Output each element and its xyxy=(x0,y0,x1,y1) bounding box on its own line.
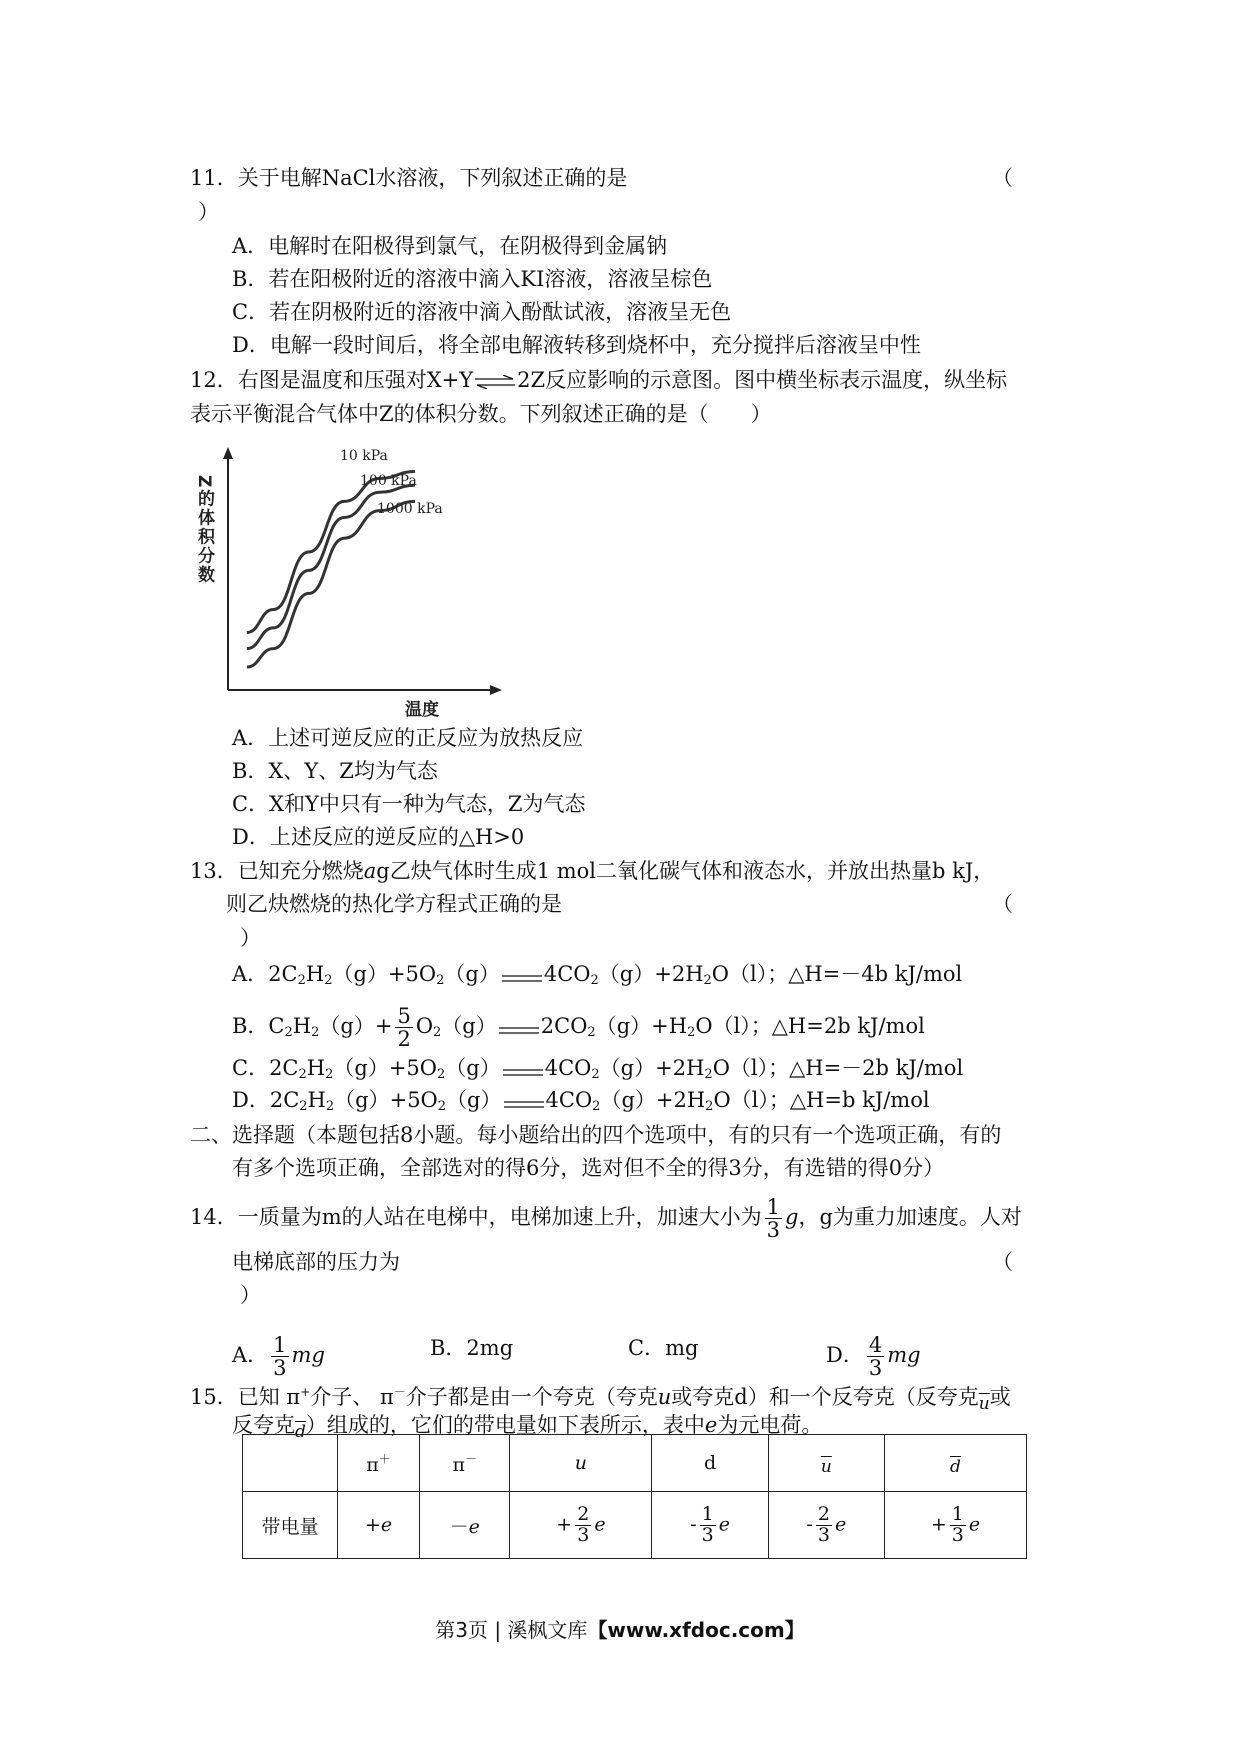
frac-den: 3 xyxy=(577,1523,590,1546)
fraction-4-3 xyxy=(867,1334,884,1379)
frac-den: 3 xyxy=(273,1356,287,1381)
frac-den: 3 xyxy=(701,1523,714,1546)
q15-stem-line2-a: 反夸克 xyxy=(232,1413,295,1437)
frac-num: 4 xyxy=(868,1333,883,1357)
q15-stem-a: 15．已知 π xyxy=(190,1385,301,1409)
q13-var-a: a xyxy=(363,859,377,883)
q14-mg: mg xyxy=(291,1343,325,1368)
row-label: 带电量 xyxy=(243,1492,338,1559)
q15-u-bar: u xyxy=(978,1394,990,1414)
q13-stem-a: 13．已知充分燃烧 xyxy=(190,859,364,883)
equals-arrow-icon xyxy=(501,1067,545,1077)
equals-arrow-icon xyxy=(497,1025,541,1035)
frac-num: 2 xyxy=(577,1502,590,1525)
q13-stem-b: g乙炔气体时生成1 mol二氧化碳气体和液态水，并放出热量b kJ， xyxy=(376,859,995,883)
q13-paren-close: ） xyxy=(240,926,261,950)
q14-mg: mg xyxy=(887,1343,921,1368)
e: e xyxy=(594,1513,606,1535)
frac-den: 3 xyxy=(868,1356,883,1381)
q15-stem-line2-c: 为元电荷。 xyxy=(717,1413,823,1437)
q12-option-a: A．上述可逆反应的正反应为放热反应 xyxy=(232,726,584,750)
cell-pi-plus xyxy=(338,1492,420,1559)
table-header-row xyxy=(243,1435,1027,1492)
e: e xyxy=(968,1513,981,1535)
q13-stem-line1 xyxy=(190,857,994,885)
q13-opt-d-suffix: ；△H=b kJ/mol xyxy=(768,1088,930,1112)
q14-opt-a-label: A． xyxy=(232,1343,269,1368)
q13-opt-b-suffix: ；△H=2b kJ/mol xyxy=(750,1014,925,1039)
header-pi-minus xyxy=(420,1435,510,1492)
y-axis-arrow-icon xyxy=(223,447,233,459)
frac-den: 3 xyxy=(817,1523,830,1546)
cell-d xyxy=(652,1492,768,1559)
equilibrium-arrow-icon xyxy=(473,375,517,389)
q12-stem-a: 12．右图是温度和压强对X+Y xyxy=(190,368,474,392)
frac-num: 1 xyxy=(273,1333,287,1357)
q13-opt-d-prefix: D．2C xyxy=(232,1088,300,1112)
fraction-1-3 xyxy=(950,1502,966,1546)
fraction-2-3 xyxy=(575,1502,591,1546)
q12-option-b: B．X、Y、Z均为气态 xyxy=(232,759,438,783)
section2-line1: 二、选择题（本题包括8小题。每小题给出的四个选项中，有的只有一个选项正确，有的 xyxy=(190,1123,1002,1147)
header-u xyxy=(510,1435,652,1492)
q14-paren-close: ） xyxy=(240,1283,261,1307)
q13-option-c: C．$2C_2H_2(g)+5O_2(g)$ $4CO_2(g)+2H_2O(l)$；△H=－2b kJ/mol xyxy=(232,1056,964,1082)
footer-page: 第3页 | 溪枫文库 xyxy=(435,1618,588,1642)
q13-opt-a-prefix: A．2C xyxy=(232,962,298,986)
q15-sup-minus: － xyxy=(393,1385,406,1399)
y-axis-label: Z的体积分数 xyxy=(194,475,214,585)
q12-stem-line1 xyxy=(190,366,1007,394)
q13-opt-c-prefix: C．2C xyxy=(232,1056,299,1080)
equals-arrow-icon xyxy=(502,1099,546,1109)
frac-den: 3 xyxy=(766,1218,781,1243)
frac-num: 1 xyxy=(766,1195,781,1219)
header-pi-plus xyxy=(338,1435,420,1492)
page-footer xyxy=(0,1614,1240,1643)
q12-stem-b: 2Z反应影响的示意图。图中横坐标表示温度，纵坐标 xyxy=(517,368,1008,392)
q15-stem-e: 或 xyxy=(989,1385,1011,1409)
sign: - xyxy=(806,1513,813,1535)
section2-line2: 有多个选项正确，全部选对的得6分，选对但不全的得3分，有选错的得0分） xyxy=(232,1156,945,1180)
frac-den: 3 xyxy=(951,1523,964,1546)
q15-d-bar: d xyxy=(295,1422,306,1442)
cell-pi-minus xyxy=(420,1492,510,1559)
q12-stem-line2: 表示平衡混合气体中Z的体积分数。下列叙述正确的是（ ） xyxy=(190,402,772,426)
pi: π xyxy=(366,1454,379,1476)
footer-site-link[interactable]: 【www.xfdoc.com】 xyxy=(587,1618,805,1642)
fraction-2-3 xyxy=(816,1502,832,1546)
q15-stem-line2-b: ）组成的，它们的带电量如下表所示，表中 xyxy=(305,1413,705,1437)
q14-option-b: B．2mg xyxy=(430,1336,514,1360)
sup: － xyxy=(464,1452,477,1466)
q14-option-d xyxy=(826,1334,921,1379)
header-u-bar xyxy=(768,1435,884,1492)
series-label: 1000 kPa xyxy=(377,501,443,517)
x-axis-arrow-icon xyxy=(490,685,502,695)
sup: ＋ xyxy=(378,1452,391,1466)
q11-option-d: D．电解一段时间后，将全部电解液转移到烧杯中，充分搅拌后溶液呈中性 xyxy=(232,333,921,357)
table-row xyxy=(243,1492,1027,1559)
q15-stem-c: 介子都是由一个夸克（夸克 xyxy=(405,1385,658,1409)
header-d xyxy=(652,1435,768,1492)
sign: + xyxy=(556,1513,573,1535)
sign: + xyxy=(364,1514,381,1536)
equilibrium-chart xyxy=(190,445,515,720)
q11-option-b: B．若在阳极附近的溶液中滴入KI溶液，溶液呈棕色 xyxy=(232,267,713,291)
series-line xyxy=(247,501,415,667)
q11-paren-open: （ xyxy=(992,166,1013,190)
q13-option-d: D．$2C_2H_2(g)+5O_2(g)$ $4CO_2(g)+2H_2O(l)$；△H=b kJ/mol xyxy=(232,1088,930,1114)
q13-opt-a-suffix: ；△H=－4b kJ/mol xyxy=(767,962,963,986)
q14-opt-d-label: D． xyxy=(826,1343,864,1368)
q15-u: u xyxy=(657,1385,672,1409)
sign: - xyxy=(690,1513,697,1535)
fraction-1-3 xyxy=(271,1334,288,1379)
cell-d-bar xyxy=(884,1492,1026,1559)
frac-num: 2 xyxy=(817,1502,830,1525)
sign: + xyxy=(930,1513,947,1535)
frac-num: 1 xyxy=(951,1502,964,1525)
frac-den: 2 xyxy=(397,1027,411,1052)
q14-stem-line1 xyxy=(190,1196,1022,1241)
frac-num: 1 xyxy=(701,1502,714,1525)
x-axis-label: 温度 xyxy=(405,700,439,720)
q11-option-c: C．若在阴极附近的溶液中滴入酚酞试液，溶液呈无色 xyxy=(232,300,732,324)
q12-option-c: C．X和Y中只有一种为气态，Z为气态 xyxy=(232,792,586,816)
q11-option-a: A．电解时在阳极得到氯气，在阴极得到金属钠 xyxy=(232,234,668,258)
q15-stem-d: 或夸克d）和一个反夸克（反夸克 xyxy=(671,1385,979,1409)
q13-option-b: B．$C_2H_2(g)+$ $\frac{5}{2}$ $O_2(g)$ $2CO_2(g)+H_2O(l)$；△H=2b kJ/mol xyxy=(232,1004,925,1052)
q15-sup-plus: + xyxy=(300,1385,311,1399)
series-label: 10 kPa xyxy=(340,448,388,464)
fraction-5-2 xyxy=(395,1005,412,1050)
u-bar: u xyxy=(820,1456,832,1477)
charge-table xyxy=(242,1434,1027,1559)
q15-e: e xyxy=(704,1413,718,1437)
fraction-1-3 xyxy=(765,1196,782,1241)
equals-arrow-icon xyxy=(500,973,544,983)
q14-option-a xyxy=(232,1334,325,1379)
header-d-bar xyxy=(884,1435,1026,1492)
fraction-1-3 xyxy=(700,1502,716,1546)
table-corner-cell xyxy=(243,1435,338,1492)
q13-opt-b-prefix: B．C xyxy=(232,1014,285,1039)
u: u xyxy=(574,1452,588,1474)
q14-stem-b: ，g为重力加速度。人对 xyxy=(798,1205,1022,1230)
e: e xyxy=(380,1514,393,1536)
q13-stem-line2: 则乙炔燃烧的热化学方程式正确的是 xyxy=(226,892,562,916)
e: e xyxy=(718,1513,730,1535)
cell-u xyxy=(510,1492,652,1559)
q14-stem-a: 14．一质量为m的人站在电梯中，电梯加速上升，加速大小为 xyxy=(190,1205,762,1230)
q14-paren-open: （ xyxy=(992,1250,1013,1274)
q12-option-d: D．上述反应的逆反应的△H>0 xyxy=(232,825,525,849)
e: e xyxy=(834,1513,847,1535)
q13-opt-c-suffix: ；△H=－2b kJ/mol xyxy=(768,1056,964,1080)
q15-stem-b: 介子、 π xyxy=(310,1385,394,1409)
q13-option-a: A．$2C_2H_2(g)+5O_2(g)$ $4CO_2(g)+2H_2O(l)$；△H=－4b kJ/mol xyxy=(232,962,963,988)
e: e xyxy=(468,1515,480,1538)
sign: － xyxy=(449,1515,469,1538)
q11-stem: 11．关于电解NaCl水溶液，下列叙述正确的是 xyxy=(190,166,628,190)
series-label: 100 kPa xyxy=(360,473,417,489)
d: d xyxy=(703,1452,717,1474)
q14-stem-line2: 电梯底部的压力为 xyxy=(232,1250,400,1274)
q13-paren-open: （ xyxy=(992,892,1013,916)
d-bar: d xyxy=(950,1456,961,1477)
q11-paren-close: ） xyxy=(198,200,219,224)
pi: π xyxy=(452,1454,465,1476)
frac-num: 5 xyxy=(397,1004,411,1028)
q14-g: g xyxy=(785,1205,799,1230)
q14-option-c: C．mg xyxy=(628,1336,699,1360)
cell-u-bar xyxy=(768,1492,884,1559)
